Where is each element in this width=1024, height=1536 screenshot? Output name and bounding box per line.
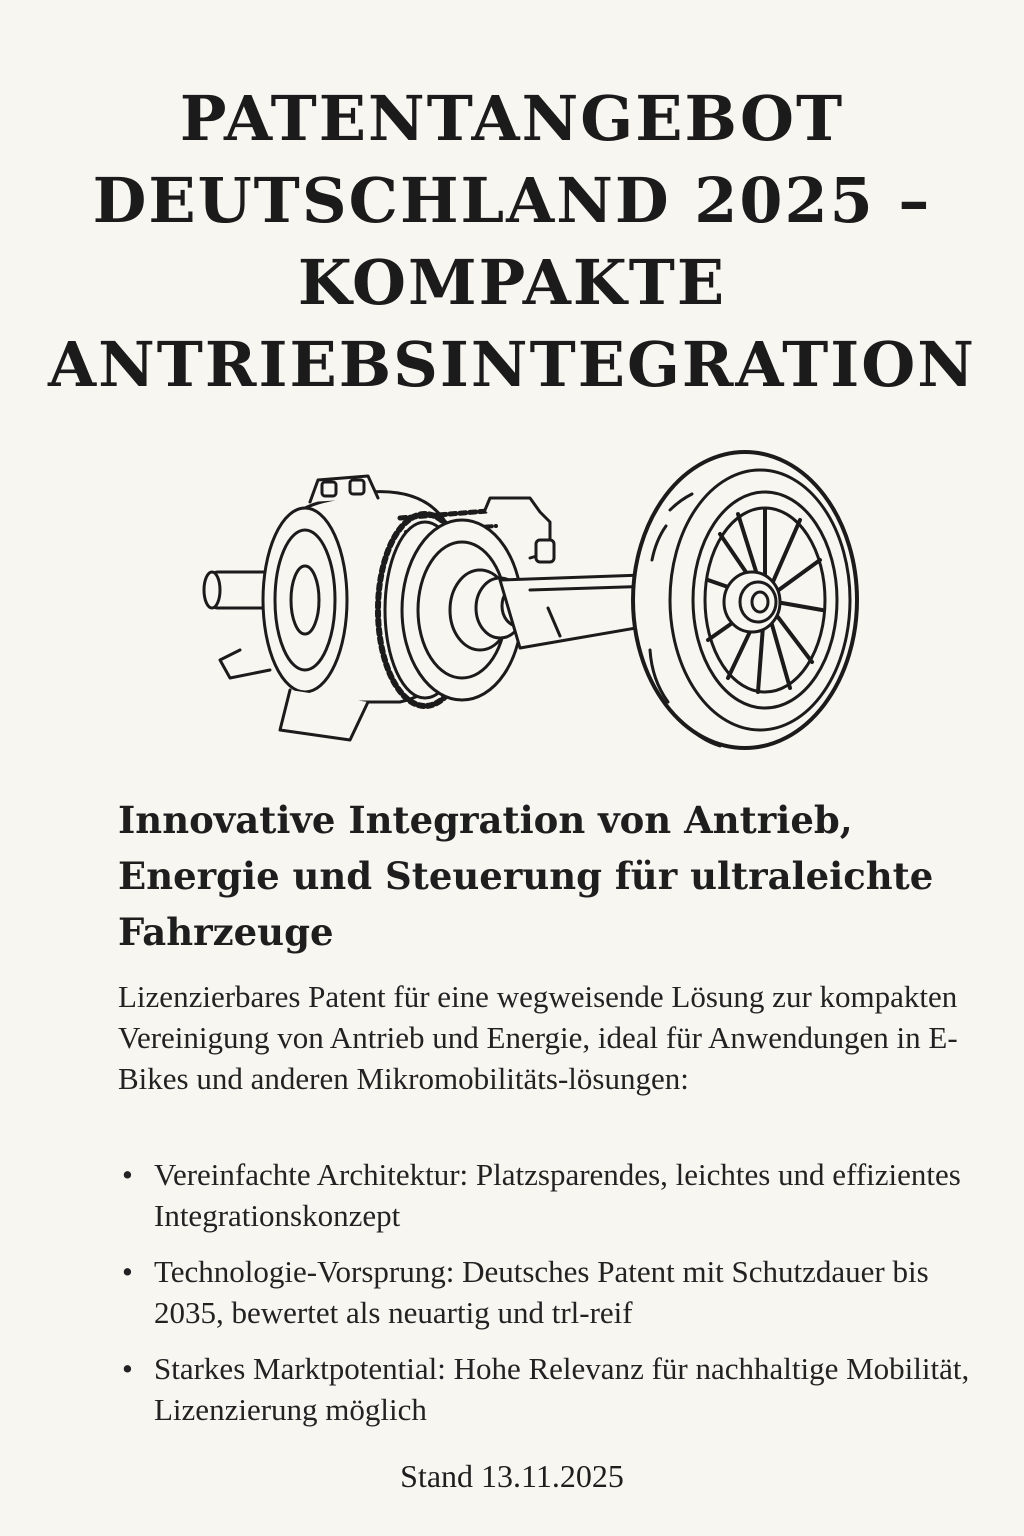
bullet-marker: • bbox=[122, 1351, 133, 1386]
page-title bbox=[40, 78, 984, 406]
title-line: DEUTSCHLAND 2025 – bbox=[92, 164, 932, 237]
subtitle: Innovative Integration von Antrieb, Energie und Steuerung für ultraleichte Fahrzeuge bbox=[118, 798, 934, 954]
date-stamp: Stand 13.11.2025 bbox=[400, 1458, 624, 1494]
feature-list bbox=[118, 1154, 974, 1445]
list-item-text: Starkes Marktpotential: Hohe Relevanz für nachhaltige Mobilität, Lizenzierung möglich bbox=[154, 1351, 970, 1427]
title-line: ANTRIEBSINTEGRATION bbox=[48, 328, 976, 401]
bullet-marker: • bbox=[122, 1254, 133, 1289]
list-item-text: Vereinfachte Architektur: Platzsparendes, leichtes und effizientes Integrationskonzept bbox=[154, 1157, 961, 1233]
list-item bbox=[118, 1154, 974, 1236]
intro-paragraph: Lizenzierbares Patent für eine wegweisende Lösung zur kompakten Vereinigung von Antrieb und Energie, ideal für Anwendungen in E-Bikes und anderen Mikromobilitäts-lösungen: bbox=[118, 979, 958, 1096]
list-item bbox=[118, 1251, 974, 1333]
list-item-text: Technologie-Vorsprung: Deutsches Patent mit Schutzdauer bis 2035, bewertet als neuartig und trl-reif bbox=[154, 1254, 929, 1330]
bullet-marker: • bbox=[122, 1157, 133, 1192]
list-item bbox=[118, 1348, 974, 1430]
drive-unit-with-wheel-illustration bbox=[200, 440, 860, 780]
title-line: KOMPAKTE bbox=[297, 246, 727, 319]
title-line: PATENTANGEBOT bbox=[179, 82, 845, 155]
